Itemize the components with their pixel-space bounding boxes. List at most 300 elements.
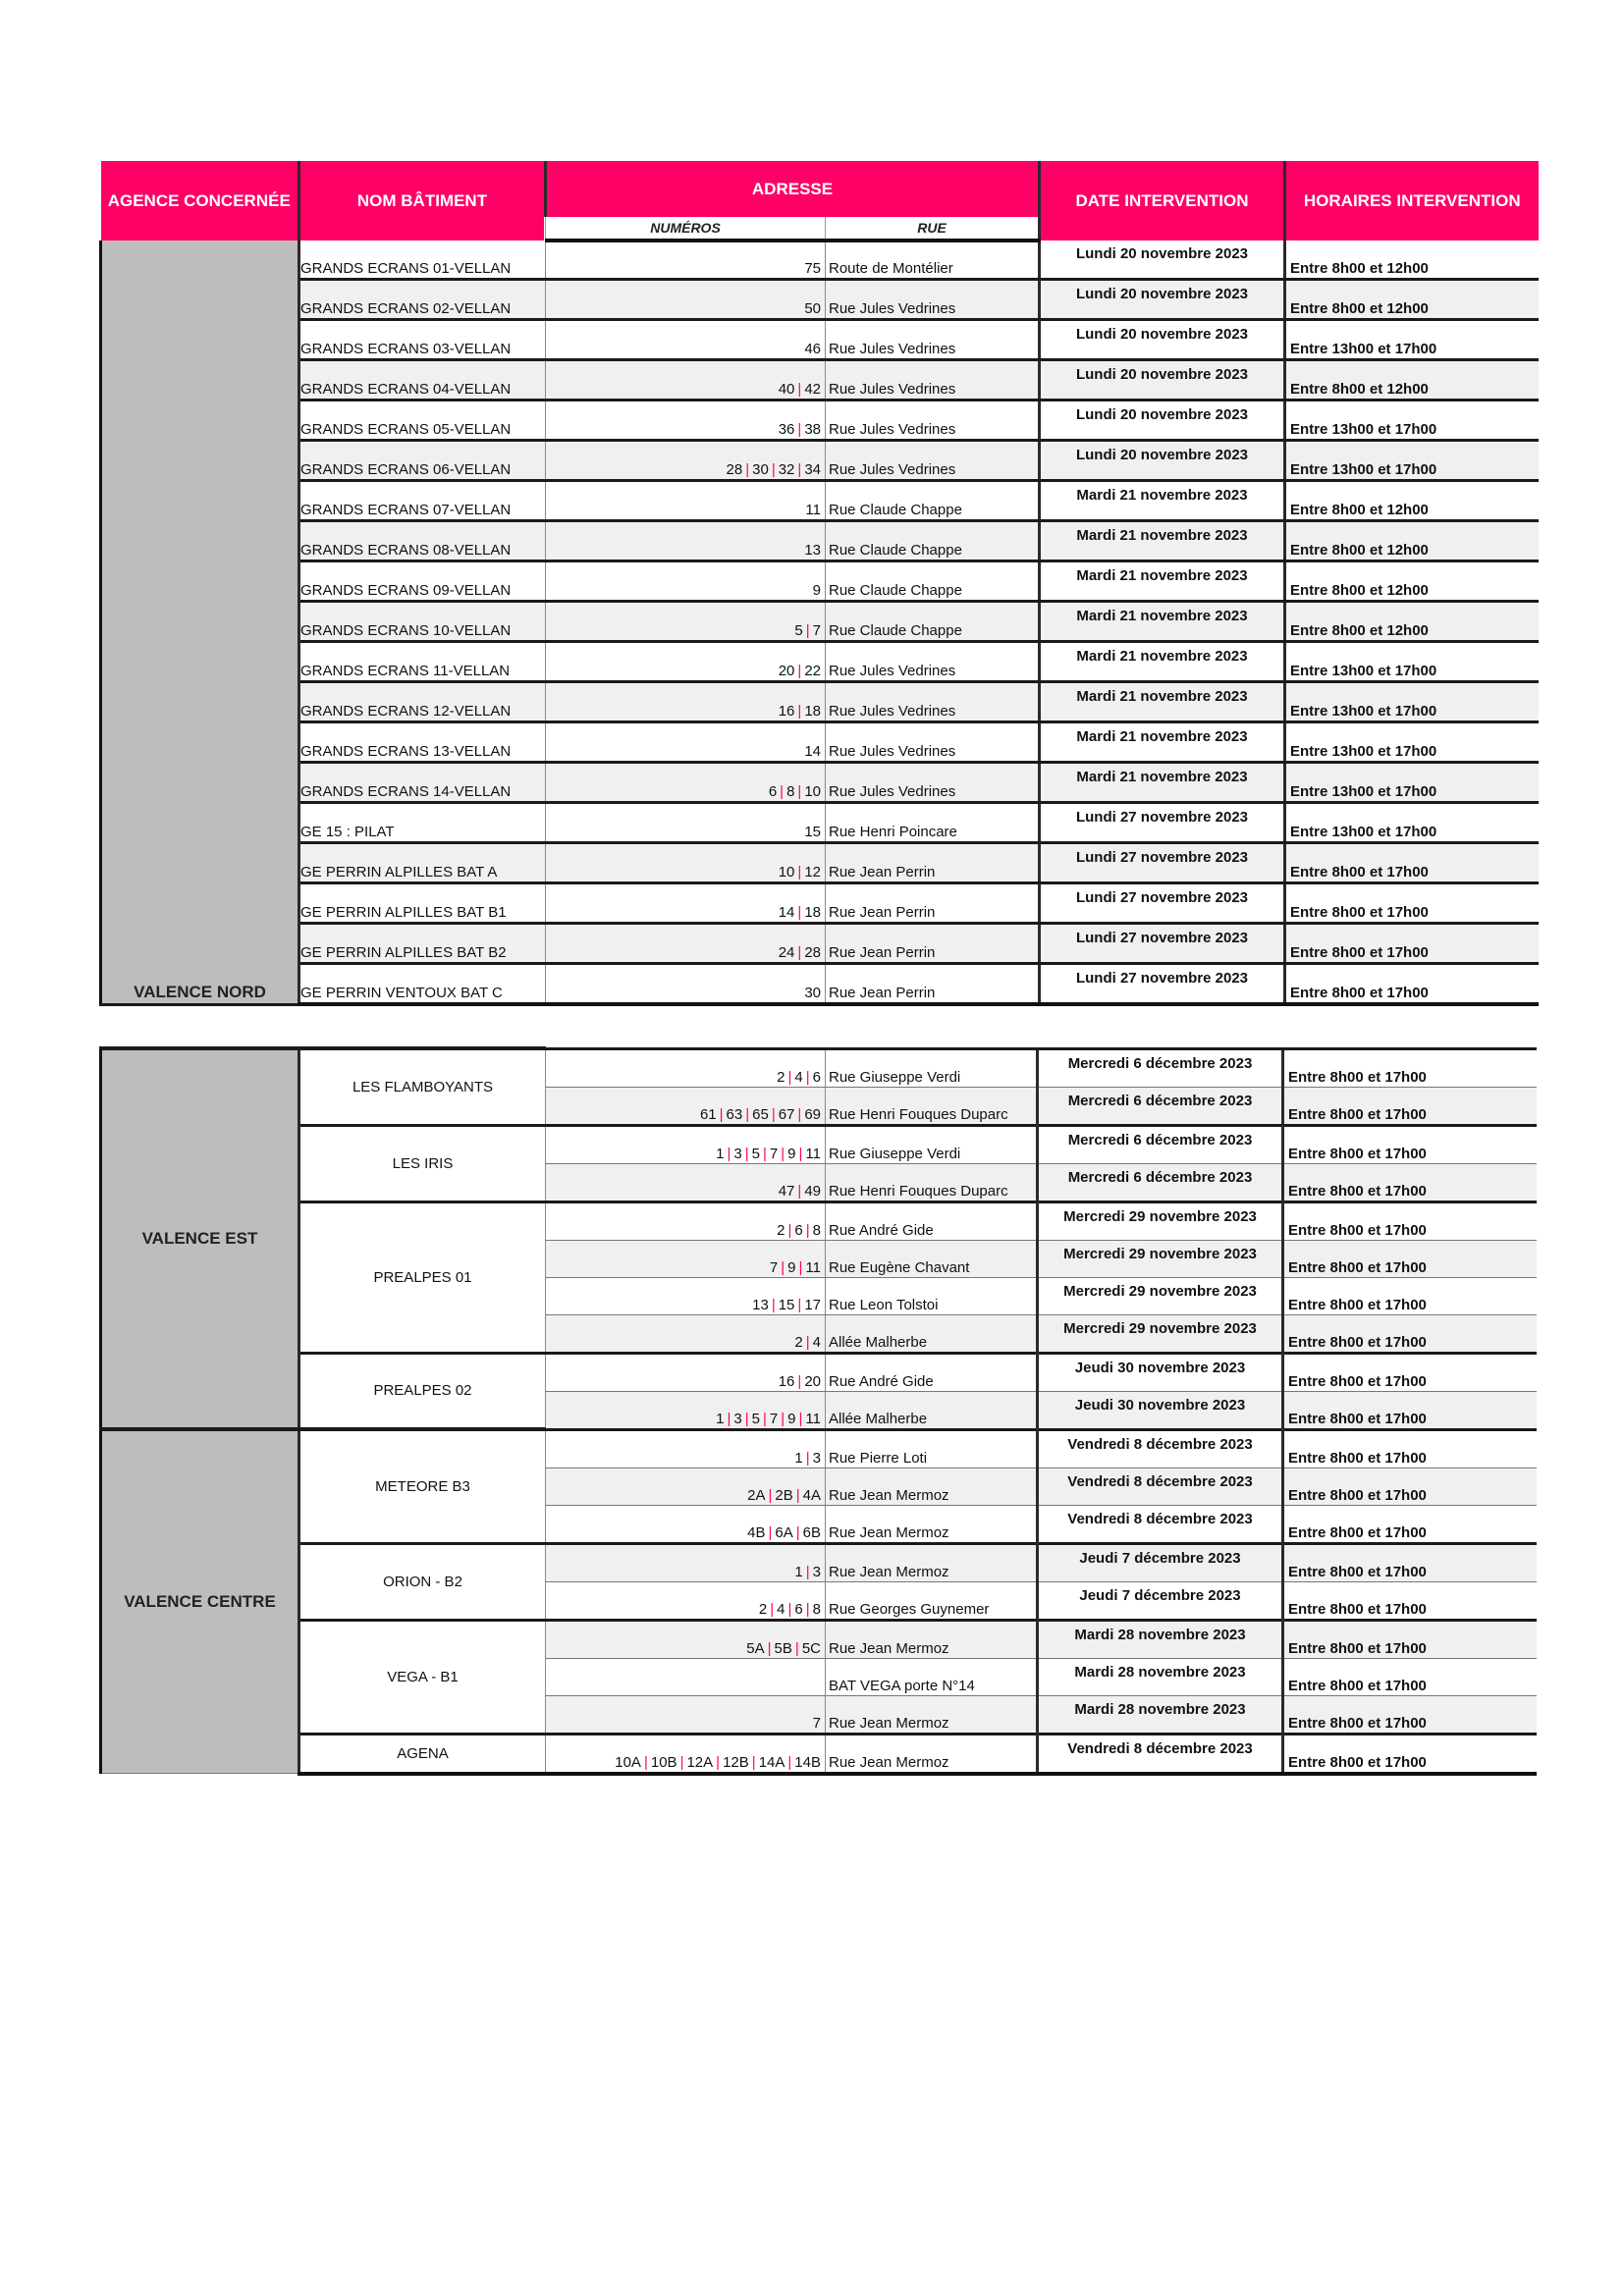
- intervention-hours: Entre 8h00 et 12h00: [1285, 240, 1539, 280]
- address-street: Rue Leon Tolstoi: [826, 1277, 1038, 1314]
- building-name: GRANDS ECRANS 13-VELLAN: [299, 722, 546, 763]
- address-numbers: [546, 722, 826, 763]
- number-separator: |: [781, 1410, 785, 1427]
- intervention-date: Vendredi 8 décembre 2023: [1038, 1734, 1283, 1774]
- street-number: 8: [786, 783, 795, 800]
- street-number: 9: [787, 1410, 796, 1427]
- intervention-hours: Entre 8h00 et 12h00: [1285, 561, 1539, 602]
- number-separator: |: [797, 1372, 802, 1390]
- number-separator: |: [798, 1145, 803, 1162]
- building-name: GRANDS ECRANS 04-VELLAN: [299, 360, 546, 400]
- street-number: 17: [804, 1296, 821, 1313]
- street-number: 2: [794, 1333, 803, 1351]
- address-numbers: [546, 280, 826, 320]
- address-street: Rue Henri Fouques Duparc: [826, 1163, 1038, 1201]
- intervention-date: Lundi 20 novembre 2023: [1040, 240, 1285, 280]
- intervention-date: Mardi 21 novembre 2023: [1040, 481, 1285, 521]
- street-number: 65: [752, 1105, 769, 1123]
- street-number: 11: [805, 1258, 821, 1276]
- address-street: Rue Henri Fouques Duparc: [826, 1087, 1038, 1125]
- table-row: [101, 602, 1539, 642]
- street-number: 12B: [723, 1753, 749, 1771]
- table-row: [101, 320, 1539, 360]
- building-name: GRANDS ECRANS 03-VELLAN: [299, 320, 546, 360]
- table-row: [101, 521, 1539, 561]
- number-separator: |: [797, 904, 802, 921]
- address-street: Rue Pierre Loti: [826, 1429, 1038, 1468]
- number-separator: |: [767, 1639, 772, 1657]
- intervention-hours: Entre 8h00 et 17h00: [1283, 1201, 1537, 1240]
- number-separator: |: [745, 1105, 750, 1123]
- address-numbers: [546, 1087, 826, 1125]
- number-separator: |: [797, 944, 802, 961]
- intervention-hours: Entre 8h00 et 17h00: [1283, 1658, 1537, 1695]
- intervention-hours: Entre 13h00 et 17h00: [1285, 400, 1539, 441]
- address-numbers: [546, 1314, 826, 1353]
- address-numbers: [546, 602, 826, 642]
- street-number: 3: [812, 1449, 821, 1467]
- number-separator: |: [797, 461, 802, 478]
- street-number: 4: [812, 1333, 821, 1351]
- street-number: 16: [778, 1372, 795, 1390]
- street-number: 2B: [775, 1486, 793, 1504]
- street-number: 12: [804, 864, 821, 881]
- address-street: Rue Jean Perrin: [826, 883, 1040, 924]
- street-number: 36: [778, 421, 795, 438]
- address-numbers: [546, 883, 826, 924]
- street-number: 49: [804, 1182, 821, 1200]
- address-numbers: [546, 360, 826, 400]
- address-street: Rue Jules Vedrines: [826, 763, 1040, 803]
- building-name: GE 15 : PILAT: [299, 803, 546, 843]
- table-row: [101, 642, 1539, 682]
- street-number: 11: [805, 502, 821, 518]
- intervention-table-nord: [99, 161, 1539, 1006]
- number-separator: |: [798, 1410, 803, 1427]
- intervention-hours: Entre 8h00 et 17h00: [1283, 1620, 1537, 1658]
- street-number: 13: [752, 1296, 769, 1313]
- intervention-hours: Entre 13h00 et 17h00: [1285, 803, 1539, 843]
- table-row: [101, 240, 1539, 280]
- intervention-date: Mardi 21 novembre 2023: [1040, 722, 1285, 763]
- address-numbers: [546, 843, 826, 883]
- address-numbers: [546, 1734, 826, 1774]
- intervention-date: Vendredi 8 décembre 2023: [1038, 1468, 1283, 1505]
- table-row: [101, 964, 1539, 1005]
- intervention-hours: Entre 8h00 et 17h00: [1285, 843, 1539, 883]
- table-row: [101, 1201, 1537, 1240]
- header-agence: AGENCE CONCERNÉE: [101, 161, 299, 240]
- street-number: 5B: [774, 1639, 792, 1657]
- number-separator: |: [797, 1105, 802, 1123]
- street-number: 6A: [775, 1523, 793, 1541]
- address-street: Rue Jules Vedrines: [826, 280, 1040, 320]
- building-name: GRANDS ECRANS 02-VELLAN: [299, 280, 546, 320]
- intervention-date: Mardi 28 novembre 2023: [1038, 1658, 1283, 1695]
- intervention-date: Mardi 21 novembre 2023: [1040, 561, 1285, 602]
- address-numbers: [546, 1201, 826, 1240]
- building-name: ORION - B2: [299, 1543, 546, 1620]
- intervention-hours: Entre 8h00 et 17h00: [1283, 1048, 1537, 1087]
- number-separator: |: [794, 1639, 799, 1657]
- intervention-date: Vendredi 8 décembre 2023: [1038, 1429, 1283, 1468]
- street-number: 3: [733, 1410, 742, 1427]
- intervention-hours: Entre 8h00 et 12h00: [1285, 602, 1539, 642]
- number-separator: |: [751, 1753, 756, 1771]
- table-row: [101, 883, 1539, 924]
- intervention-hours: Entre 8h00 et 17h00: [1283, 1353, 1537, 1391]
- address-numbers: [546, 1620, 826, 1658]
- street-number: 4B: [747, 1523, 766, 1541]
- street-number: 6: [794, 1600, 803, 1618]
- street-number: 10: [778, 864, 795, 881]
- street-number: 8: [812, 1600, 821, 1618]
- number-separator: |: [795, 1486, 800, 1504]
- intervention-date: Lundi 20 novembre 2023: [1040, 280, 1285, 320]
- building-name: METEORE B3: [299, 1429, 546, 1543]
- intervention-hours: Entre 8h00 et 17h00: [1283, 1125, 1537, 1163]
- street-number: 5A: [746, 1639, 765, 1657]
- intervention-hours: Entre 13h00 et 17h00: [1285, 682, 1539, 722]
- address-street: Rue Jules Vedrines: [826, 642, 1040, 682]
- intervention-hours: Entre 8h00 et 17h00: [1285, 924, 1539, 964]
- street-number: 30: [752, 461, 769, 478]
- header-adresse: ADRESSE: [546, 161, 1040, 217]
- number-separator: |: [643, 1753, 648, 1771]
- intervention-date: Lundi 20 novembre 2023: [1040, 441, 1285, 481]
- street-number: 12A: [686, 1753, 714, 1771]
- street-number: 9: [812, 582, 821, 599]
- table-row: [101, 803, 1539, 843]
- street-number: 11: [805, 1145, 821, 1162]
- intervention-date: Lundi 27 novembre 2023: [1040, 964, 1285, 1005]
- number-separator: |: [797, 703, 802, 720]
- intervention-date: Lundi 20 novembre 2023: [1040, 360, 1285, 400]
- number-separator: |: [770, 1600, 775, 1618]
- number-separator: |: [771, 1105, 776, 1123]
- building-name: PREALPES 01: [299, 1201, 546, 1353]
- number-separator: |: [797, 381, 802, 398]
- number-separator: |: [727, 1410, 731, 1427]
- agency-cell: VALENCE CENTRE: [101, 1429, 299, 1774]
- address-street: Rue Giuseppe Verdi: [826, 1048, 1038, 1087]
- intervention-hours: Entre 8h00 et 17h00: [1283, 1695, 1537, 1734]
- street-number: 2: [758, 1600, 768, 1618]
- number-separator: |: [719, 1105, 724, 1123]
- number-separator: |: [781, 1145, 785, 1162]
- address-numbers: [546, 642, 826, 682]
- number-separator: |: [805, 1563, 810, 1580]
- number-separator: |: [795, 1523, 800, 1541]
- intervention-date: Mardi 21 novembre 2023: [1040, 642, 1285, 682]
- number-separator: |: [787, 1068, 792, 1086]
- header-date: DATE INTERVENTION: [1040, 161, 1285, 240]
- header-horaires: HORAIRES INTERVENTION: [1285, 161, 1539, 240]
- street-number: 1: [716, 1145, 725, 1162]
- intervention-hours: Entre 13h00 et 17h00: [1285, 722, 1539, 763]
- number-separator: |: [768, 1523, 773, 1541]
- number-separator: |: [768, 1486, 773, 1504]
- table-row: [101, 1353, 1537, 1391]
- intervention-date: Lundi 27 novembre 2023: [1040, 803, 1285, 843]
- street-number: 6B: [802, 1523, 821, 1541]
- table-row: [101, 1543, 1537, 1581]
- street-number: 5C: [801, 1639, 821, 1657]
- address-numbers: [546, 682, 826, 722]
- intervention-date: Lundi 20 novembre 2023: [1040, 320, 1285, 360]
- address-street: Rue Eugène Chavant: [826, 1240, 1038, 1277]
- number-separator: |: [805, 1333, 810, 1351]
- intervention-date: Jeudi 7 décembre 2023: [1038, 1543, 1283, 1581]
- street-number: 32: [778, 461, 795, 478]
- street-number: 13: [804, 542, 821, 559]
- street-number: 34: [804, 461, 821, 478]
- intervention-hours: Entre 13h00 et 17h00: [1285, 763, 1539, 803]
- street-number: 6: [794, 1221, 803, 1239]
- number-separator: |: [727, 1145, 731, 1162]
- header-numeros: NUMÉROS: [546, 217, 826, 240]
- building-name: GRANDS ECRANS 01-VELLAN: [299, 240, 546, 280]
- header-rue: RUE: [826, 217, 1040, 240]
- street-number: 11: [805, 1410, 821, 1427]
- table-row: [101, 360, 1539, 400]
- building-name: PREALPES 02: [299, 1353, 546, 1429]
- intervention-table-est-centre: [99, 1046, 1537, 1776]
- table-row: [101, 280, 1539, 320]
- intervention-hours: Entre 8h00 et 12h00: [1285, 481, 1539, 521]
- building-name: GRANDS ECRANS 12-VELLAN: [299, 682, 546, 722]
- intervention-date: Mercredi 6 décembre 2023: [1038, 1163, 1283, 1201]
- number-separator: |: [744, 1145, 749, 1162]
- address-street: Allée Malherbe: [826, 1314, 1038, 1353]
- intervention-date: Lundi 27 novembre 2023: [1040, 924, 1285, 964]
- intervention-hours: Entre 8h00 et 17h00: [1283, 1505, 1537, 1543]
- street-number: 4: [794, 1068, 803, 1086]
- building-name: GRANDS ECRANS 08-VELLAN: [299, 521, 546, 561]
- street-number: 4A: [802, 1486, 821, 1504]
- intervention-hours: Entre 8h00 et 12h00: [1285, 360, 1539, 400]
- table-row: [101, 924, 1539, 964]
- number-separator: |: [781, 1258, 785, 1276]
- number-separator: |: [797, 1296, 802, 1313]
- street-number: 10A: [615, 1753, 641, 1771]
- building-name: GRANDS ECRANS 11-VELLAN: [299, 642, 546, 682]
- number-separator: |: [805, 1449, 810, 1467]
- building-name: GRANDS ECRANS 05-VELLAN: [299, 400, 546, 441]
- address-numbers: [546, 1277, 826, 1314]
- agency-cell: VALENCE NORD: [101, 240, 299, 1004]
- street-number: 18: [804, 904, 821, 921]
- street-number: 47: [778, 1182, 795, 1200]
- address-street: Rue Jean Mermoz: [826, 1505, 1038, 1543]
- building-name: GRANDS ECRANS 06-VELLAN: [299, 441, 546, 481]
- street-number: 7: [769, 1410, 779, 1427]
- intervention-date: Vendredi 8 décembre 2023: [1038, 1505, 1283, 1543]
- table-row: [101, 1125, 1537, 1163]
- address-street: Rue Claude Chappe: [826, 521, 1040, 561]
- address-numbers: [546, 1658, 826, 1695]
- street-number: 16: [778, 703, 795, 720]
- building-name: GE PERRIN ALPILLES BAT B2: [299, 924, 546, 964]
- number-separator: |: [805, 1068, 810, 1086]
- address-numbers: [546, 1505, 826, 1543]
- street-number: 42: [804, 381, 821, 398]
- street-number: 24: [778, 944, 795, 961]
- street-number: 15: [804, 824, 821, 840]
- table-row: [101, 1429, 1537, 1468]
- address-street: Rue Jules Vedrines: [826, 441, 1040, 481]
- intervention-hours: Entre 8h00 et 17h00: [1283, 1429, 1537, 1468]
- street-number: 61: [699, 1105, 717, 1123]
- number-separator: |: [771, 1296, 776, 1313]
- address-street: Rue Jean Mermoz: [826, 1620, 1038, 1658]
- address-numbers: [546, 964, 826, 1005]
- number-separator: |: [797, 783, 802, 800]
- table-row: [101, 722, 1539, 763]
- intervention-hours: Entre 8h00 et 17h00: [1283, 1734, 1537, 1774]
- street-number: 6: [812, 1068, 821, 1086]
- intervention-date: Mardi 21 novembre 2023: [1040, 521, 1285, 561]
- street-number: 50: [804, 300, 821, 317]
- street-number: 14: [778, 904, 795, 921]
- address-street: Rue André Gide: [826, 1201, 1038, 1240]
- intervention-date: Mercredi 29 novembre 2023: [1038, 1240, 1283, 1277]
- intervention-hours: Entre 8h00 et 17h00: [1283, 1240, 1537, 1277]
- address-numbers: [546, 441, 826, 481]
- street-number: 30: [804, 985, 821, 1001]
- intervention-date: Mercredi 29 novembre 2023: [1038, 1277, 1283, 1314]
- number-separator: |: [763, 1410, 767, 1427]
- table-row: [101, 400, 1539, 441]
- building-name: AGENA: [299, 1734, 546, 1774]
- street-number: 28: [726, 461, 743, 478]
- number-separator: |: [763, 1145, 767, 1162]
- address-numbers: [546, 481, 826, 521]
- street-number: 7: [812, 622, 821, 639]
- building-name: GE PERRIN VENTOUX BAT C: [299, 964, 546, 1005]
- street-number: 14A: [758, 1753, 785, 1771]
- street-number: 9: [787, 1258, 796, 1276]
- address-numbers: [546, 924, 826, 964]
- address-numbers: [546, 803, 826, 843]
- intervention-date: Mardi 21 novembre 2023: [1040, 602, 1285, 642]
- building-name: GRANDS ECRANS 10-VELLAN: [299, 602, 546, 642]
- number-separator: |: [771, 461, 776, 478]
- intervention-date: Mardi 21 novembre 2023: [1040, 682, 1285, 722]
- intervention-hours: Entre 8h00 et 17h00: [1283, 1581, 1537, 1620]
- address-numbers: [546, 1543, 826, 1581]
- intervention-hours: Entre 8h00 et 17h00: [1283, 1468, 1537, 1505]
- intervention-hours: Entre 8h00 et 12h00: [1285, 280, 1539, 320]
- address-street: Rue Jean Mermoz: [826, 1543, 1038, 1581]
- intervention-hours: Entre 8h00 et 17h00: [1283, 1391, 1537, 1429]
- address-numbers: [546, 1695, 826, 1734]
- header-nom-batiment: NOM BÂTIMENT: [299, 161, 546, 240]
- number-separator: |: [797, 421, 802, 438]
- street-number: 3: [733, 1145, 742, 1162]
- address-street: Rue Henri Poincare: [826, 803, 1040, 843]
- intervention-hours: Entre 8h00 et 17h00: [1285, 883, 1539, 924]
- street-number: 40: [778, 381, 795, 398]
- address-street: Rue Jean Perrin: [826, 964, 1040, 1005]
- address-street: BAT VEGA porte N°14: [826, 1658, 1038, 1695]
- address-numbers: [546, 561, 826, 602]
- table-row: [101, 1048, 1537, 1087]
- address-numbers: [546, 521, 826, 561]
- intervention-hours: Entre 13h00 et 17h00: [1285, 320, 1539, 360]
- intervention-date: Mardi 28 novembre 2023: [1038, 1620, 1283, 1658]
- building-name: GRANDS ECRANS 14-VELLAN: [299, 763, 546, 803]
- street-number: 14: [804, 743, 821, 760]
- number-separator: |: [805, 622, 810, 639]
- table-row: [101, 843, 1539, 883]
- address-street: Rue Jean Perrin: [826, 843, 1040, 883]
- address-numbers: [546, 1240, 826, 1277]
- street-number: 69: [804, 1105, 821, 1123]
- street-number: 10B: [650, 1753, 677, 1771]
- intervention-date: Jeudi 30 novembre 2023: [1038, 1391, 1283, 1429]
- address-street: Rue Jean Perrin: [826, 924, 1040, 964]
- intervention-hours: Entre 8h00 et 17h00: [1283, 1314, 1537, 1353]
- building-name: GE PERRIN ALPILLES BAT A: [299, 843, 546, 883]
- street-number: 46: [804, 341, 821, 357]
- building-name: VEGA - B1: [299, 1620, 546, 1734]
- number-separator: |: [797, 663, 802, 679]
- address-street: Rue Jean Mermoz: [826, 1734, 1038, 1774]
- street-number: 7: [769, 1258, 779, 1276]
- table-row: [101, 763, 1539, 803]
- address-street: Rue Jules Vedrines: [826, 360, 1040, 400]
- street-number: 63: [726, 1105, 743, 1123]
- address-street: Allée Malherbe: [826, 1391, 1038, 1429]
- number-separator: |: [787, 1221, 792, 1239]
- intervention-date: Lundi 27 novembre 2023: [1040, 843, 1285, 883]
- street-number: 15: [778, 1296, 795, 1313]
- address-street: Rue Georges Guynemer: [826, 1581, 1038, 1620]
- table-row: [101, 682, 1539, 722]
- intervention-date: Mardi 28 novembre 2023: [1038, 1695, 1283, 1734]
- address-street: Rue André Gide: [826, 1353, 1038, 1391]
- building-name: GE PERRIN ALPILLES BAT B1: [299, 883, 546, 924]
- number-separator: |: [745, 461, 750, 478]
- intervention-hours: Entre 8h00 et 17h00: [1283, 1087, 1537, 1125]
- building-name: LES IRIS: [299, 1125, 546, 1201]
- number-separator: |: [797, 864, 802, 881]
- intervention-hours: Entre 8h00 et 17h00: [1285, 964, 1539, 1005]
- number-separator: |: [679, 1753, 684, 1771]
- street-number: 2A: [747, 1486, 766, 1504]
- address-numbers: [546, 400, 826, 441]
- street-number: 38: [804, 421, 821, 438]
- address-street: Rue Claude Chappe: [826, 481, 1040, 521]
- intervention-date: Lundi 20 novembre 2023: [1040, 400, 1285, 441]
- intervention-hours: Entre 8h00 et 17h00: [1283, 1163, 1537, 1201]
- intervention-date: Mardi 21 novembre 2023: [1040, 763, 1285, 803]
- address-numbers: [546, 240, 826, 280]
- table-row: [101, 561, 1539, 602]
- street-number: 1: [794, 1563, 803, 1580]
- intervention-date: Jeudi 7 décembre 2023: [1038, 1581, 1283, 1620]
- street-number: 5: [751, 1410, 761, 1427]
- street-number: 5: [794, 622, 803, 639]
- address-street: Rue Jules Vedrines: [826, 400, 1040, 441]
- table-row: [101, 441, 1539, 481]
- number-separator: |: [780, 783, 785, 800]
- street-number: 2: [777, 1068, 785, 1086]
- agency-cell: VALENCE EST: [101, 1048, 299, 1429]
- address-numbers: [546, 1048, 826, 1087]
- intervention-date: Jeudi 30 novembre 2023: [1038, 1353, 1283, 1391]
